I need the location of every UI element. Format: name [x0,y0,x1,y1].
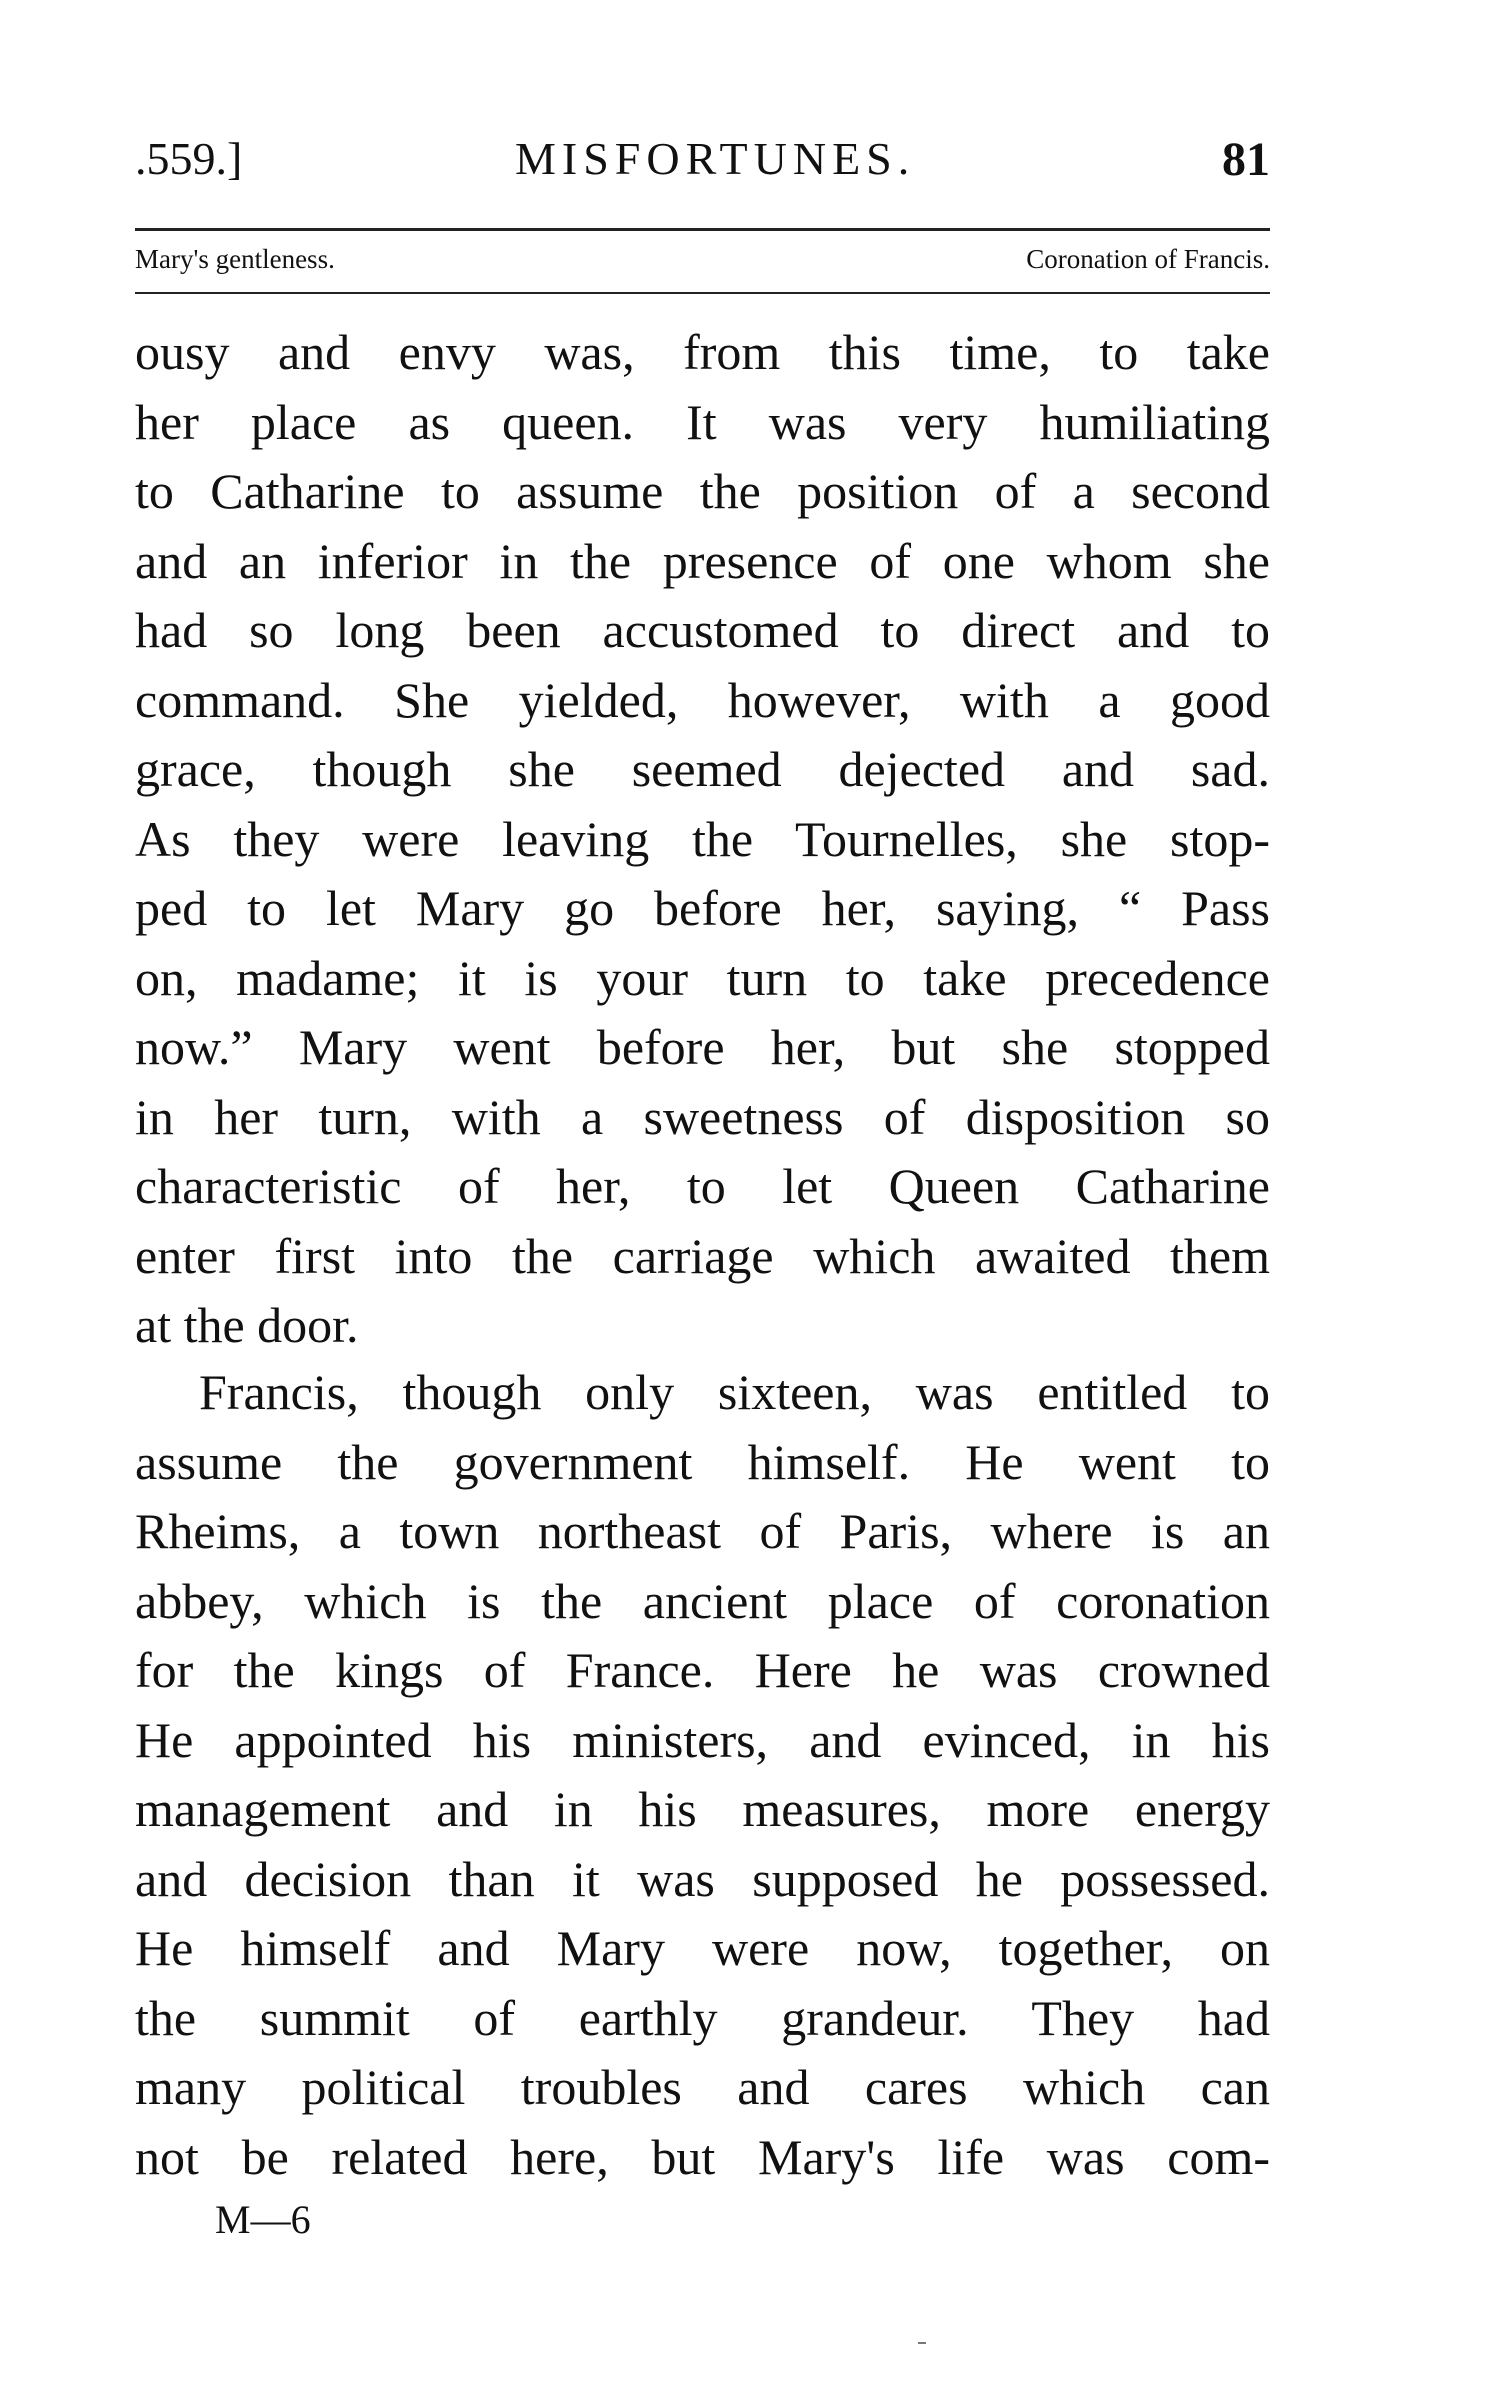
text-line: abbey, which is the ancient place of coronation [135,1572,1270,1629]
text-line: Rheims, a town northeast of Paris, where is an [135,1503,1270,1559]
text-line: at the door. [135,1297,359,1353]
print-speck [918,2342,926,2344]
text-line: enter first into the carriage which awaited them [135,1227,1270,1284]
text-line: Francis, though only sixteen, was entitled to [199,1364,1270,1420]
paragraph-2 [135,1358,1270,2192]
side-heading-left: Mary's gentleness. [135,244,335,274]
text-line: and decision than it was supposed he possessed. [135,1850,1270,1907]
text-line: As they were leaving the Tournelles, she stop- [135,810,1270,867]
header-title: MISFORTUNES. [515,133,916,184]
text-line: assume the government himself. He went to [135,1433,1270,1490]
text-line: the summit of earthly grandeur. They had [135,1989,1270,2046]
text-line: had so long been accustomed to direct and to [135,602,1270,658]
signature-mark: M—6 [215,2197,311,2242]
text-line: in her turn, with a sweetness of disposition so [135,1088,1270,1145]
text-line: ousy and envy was, from this time, to take [135,324,1270,380]
text-line: management and in his measures, more energy [135,1781,1270,1837]
subheading-rule [135,292,1270,294]
text-line: now.” Mary went before her, but she stopped [135,1019,1270,1075]
side-heading-right: Coronation of Francis. [1026,244,1270,274]
text-line: her place as queen. It was very humiliating [135,393,1270,450]
text-line: not be related here, but Mary's life was com- [135,2128,1270,2185]
text-line: for the kings of France. Here he was crowned [135,1642,1270,1698]
text-line: He appointed his ministers, and evinced, in his [135,1711,1270,1768]
text-line: characteristic of her, to let Queen Catharine [135,1158,1270,1214]
header-year: .559.] [135,133,243,184]
running-header [135,132,1270,202]
text-line: He himself and Mary were now, together, on [135,1920,1270,1976]
text-line: on, madame; it is your turn to take precedence [135,949,1270,1006]
text-line: command. She yielded, however, with a good [135,671,1270,728]
page-number: 81 [1222,133,1270,186]
text-line: ped to let Mary go before her, saying, “ Pass [135,880,1270,936]
header-rule [135,228,1270,231]
paragraph-1 [135,318,1270,1361]
text-line: grace, though she seemed dejected and sad. [135,741,1270,797]
text-line: and an inferior in the presence of one whom she [135,532,1270,589]
side-headings [135,240,1270,280]
text-line: to Catharine to assume the position of a second [135,463,1270,519]
text-line: many political troubles and cares which can [135,2059,1270,2115]
